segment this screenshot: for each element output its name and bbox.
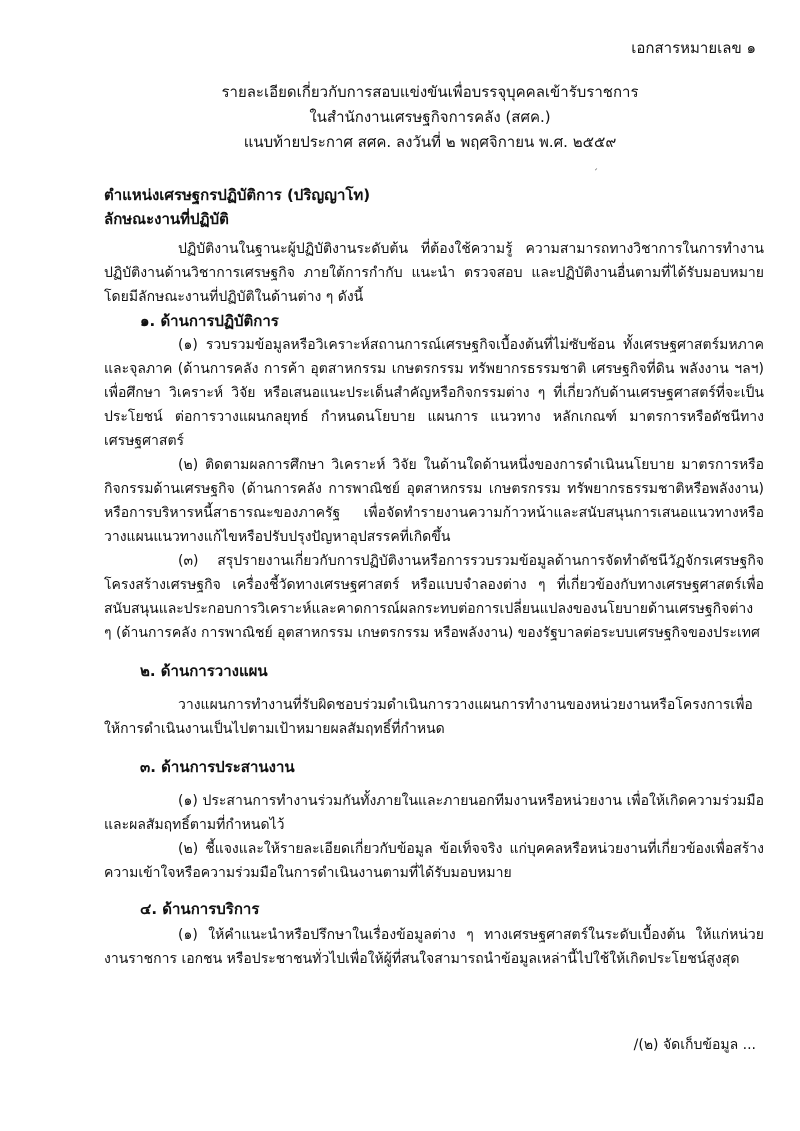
section-heading-service: ๔. ด้านการบริการ: [140, 900, 260, 918]
tick-mark: ׳: [594, 166, 599, 177]
title-line-1: รายละเอียดเกี่ยวกับการสอบแข่งขันเพื่อบรรจุบุคคลเข้ารับราชการ: [221, 83, 639, 101]
document-number: เอกสารหมายเลข ๑: [631, 39, 756, 57]
title-line-3: แนบท้ายประกาศ สศค. ลงวันที่ ๒ พฤศจิกายน พ.ศ. ๒๕๕๙: [243, 133, 617, 151]
operations-item-2: (๒) ติดตามผลการศึกษา วิเคราะห์ วิจัย ในด้านใดด้านหนึ่งของการดำเนินนโยบาย มาตรการหรือกิจกรรมด้านเศรษฐกิจ (ด้านการคลัง การพาณิชย์ อุตสาหกรรม เกษตรกรรม ทรัพยากรธรรมชาติหรือพลังงาน) หรือการบริหารหนี้สาธารณะของภาครัฐ เพื่อจัดทำรายงานความก้าวหน้าและสนับสนุนการเสนอแนวทางหรือวางแผนแนวทางแก้ไขหรือปรับปรุงปัญหาอุปสรรคที่เกิดขึ้น: [104, 457, 764, 545]
operations-item-1: (๑) รวบรวมข้อมูลหรือวิเคราะห์สถานการณ์เศรษฐกิจเบื้องต้นที่ไม่ซับซ้อน ทั้งเศรษฐศาสตร์มหภาคและจุลภาค (ด้านการคลัง การค้า อุตสาหกรรม เกษตรกรรม ทรัพยากรธรรมชาติ เศรษฐกิจที่ดิน พลังงาน ฯลฯ) เพื่อศึกษา วิเคราะห์ วิจัย หรือเสนอแนะประเด็นสำคัญหรือกิจกรรมต่าง ๆ ที่เกี่ยวกับด้านเศรษฐศาสตร์ที่จะเป็นประโยชน์ ต่อการวางแผนกลยุทธ์ กำหนดนโยบาย แผนการ แนวทาง หลักเกณฑ์ มาตรการหรือดัชนีทางเศรษฐศาสตร์: [104, 337, 764, 449]
title-line-2: ในสำนักงานเศรษฐกิจการคลัง (สศค.): [309, 108, 551, 126]
document-body: [104, 183, 764, 971]
intro-paragraph: ปฏิบัติงานในฐานะผู้ปฏิบัติงานระดับต้น ที่ต้องใช้ความรู้ ความสามารถทางวิชาการในการทำงานปฏิบัติงานด้านวิชาการเศรษฐกิจ ภายใต้การกำกับ แนะนำ ตรวจสอบ และปฏิบัติงานอื่นตามที่ได้รับมอบหมาย โดยมีลักษณะงานที่ปฏิบัติในด้านต่าง ๆ ดังนี้: [104, 241, 764, 305]
document-title: [0, 80, 800, 155]
section-heading-coordination: ๓. ด้านการประสานงาน: [140, 758, 295, 776]
coordination-item-2: (๒) ชี้แจงและให้รายละเอียดเกี่ยวกับข้อมูล ข้อเท็จจริง แก่บุคคลหรือหน่วยงานที่เกี่ยวข้องเพื่อสร้างความเข้าใจหรือความร่วมมือในการดำเนินงานตามที่ได้รับมอบหมาย: [104, 841, 764, 881]
nature-heading: ลักษณะงานที่ปฏิบัติ: [104, 210, 229, 228]
coordination-item-1: (๑) ประสานการทำงานร่วมกันทั้งภายในและภายนอกทีมงานหรือหน่วยงาน เพื่อให้เกิดความร่วมมือและผลสัมฤทธิ์ตามที่กำหนดไว้: [104, 793, 764, 833]
operations-item-3: (๓) สรุปรายงานเกี่ยวกับการปฏิบัติงานหรือการรวบรวมข้อมูลด้านการจัดทำดัชนีวัฏจักรเศรษฐกิจ โครงสร้างเศรษฐกิจ เครื่องชี้วัดทางเศรษฐศาสตร์ หรือแบบจำลองต่าง ๆ ที่เกี่ยวข้องกับทางเศรษฐศาสตร์เพื่อสนับสนุนและประกอบการวิเคราะห์และคาดการณ์ผลกระทบต่อการเปลี่ยนแปลงของนโยบายด้านเศรษฐกิจต่าง ๆ (ด้านการคลัง การพาณิชย์ อุตสาหกรรม เกษตรกรรม หรือพลังงาน) ของรัฐบาลต่อระบบเศรษฐกิจของประเทศ: [104, 553, 764, 641]
section-heading-operations: ๑. ด้านการปฏิบัติการ: [140, 312, 279, 330]
planning-item-1: วางแผนการทำงานที่รับผิดชอบร่วมดำเนินการวางแผนการทำงานของหน่วยงานหรือโครงการเพื่อให้การดำเนินงานเป็นไปตามเป้าหมายผลสัมฤทธิ์ที่กำหนด: [104, 697, 753, 737]
continuation-footer: /(๒) จัดเก็บข้อมูล ...: [633, 1037, 756, 1053]
section-heading-planning: ๒. ด้านการวางแผน: [140, 662, 268, 680]
position-heading: ตำแหน่งเศรษฐกรปฏิบัติการ (ปริญญาโท): [104, 186, 371, 204]
service-item-1: (๑) ให้คำแนะนำหรือปรึกษาในเรื่องข้อมูลต่าง ๆ ทางเศรษฐศาสตร์ในระดับเบื้องต้น ให้แก่หน่วยงานราชการ เอกชน หรือประชาชนทั่วไปเพื่อให้ผู้ที่สนใจสามารถนำข้อมูลเหล่านี้ไปใช้ให้เกิดประโยชน์สูงสุด: [104, 927, 764, 967]
